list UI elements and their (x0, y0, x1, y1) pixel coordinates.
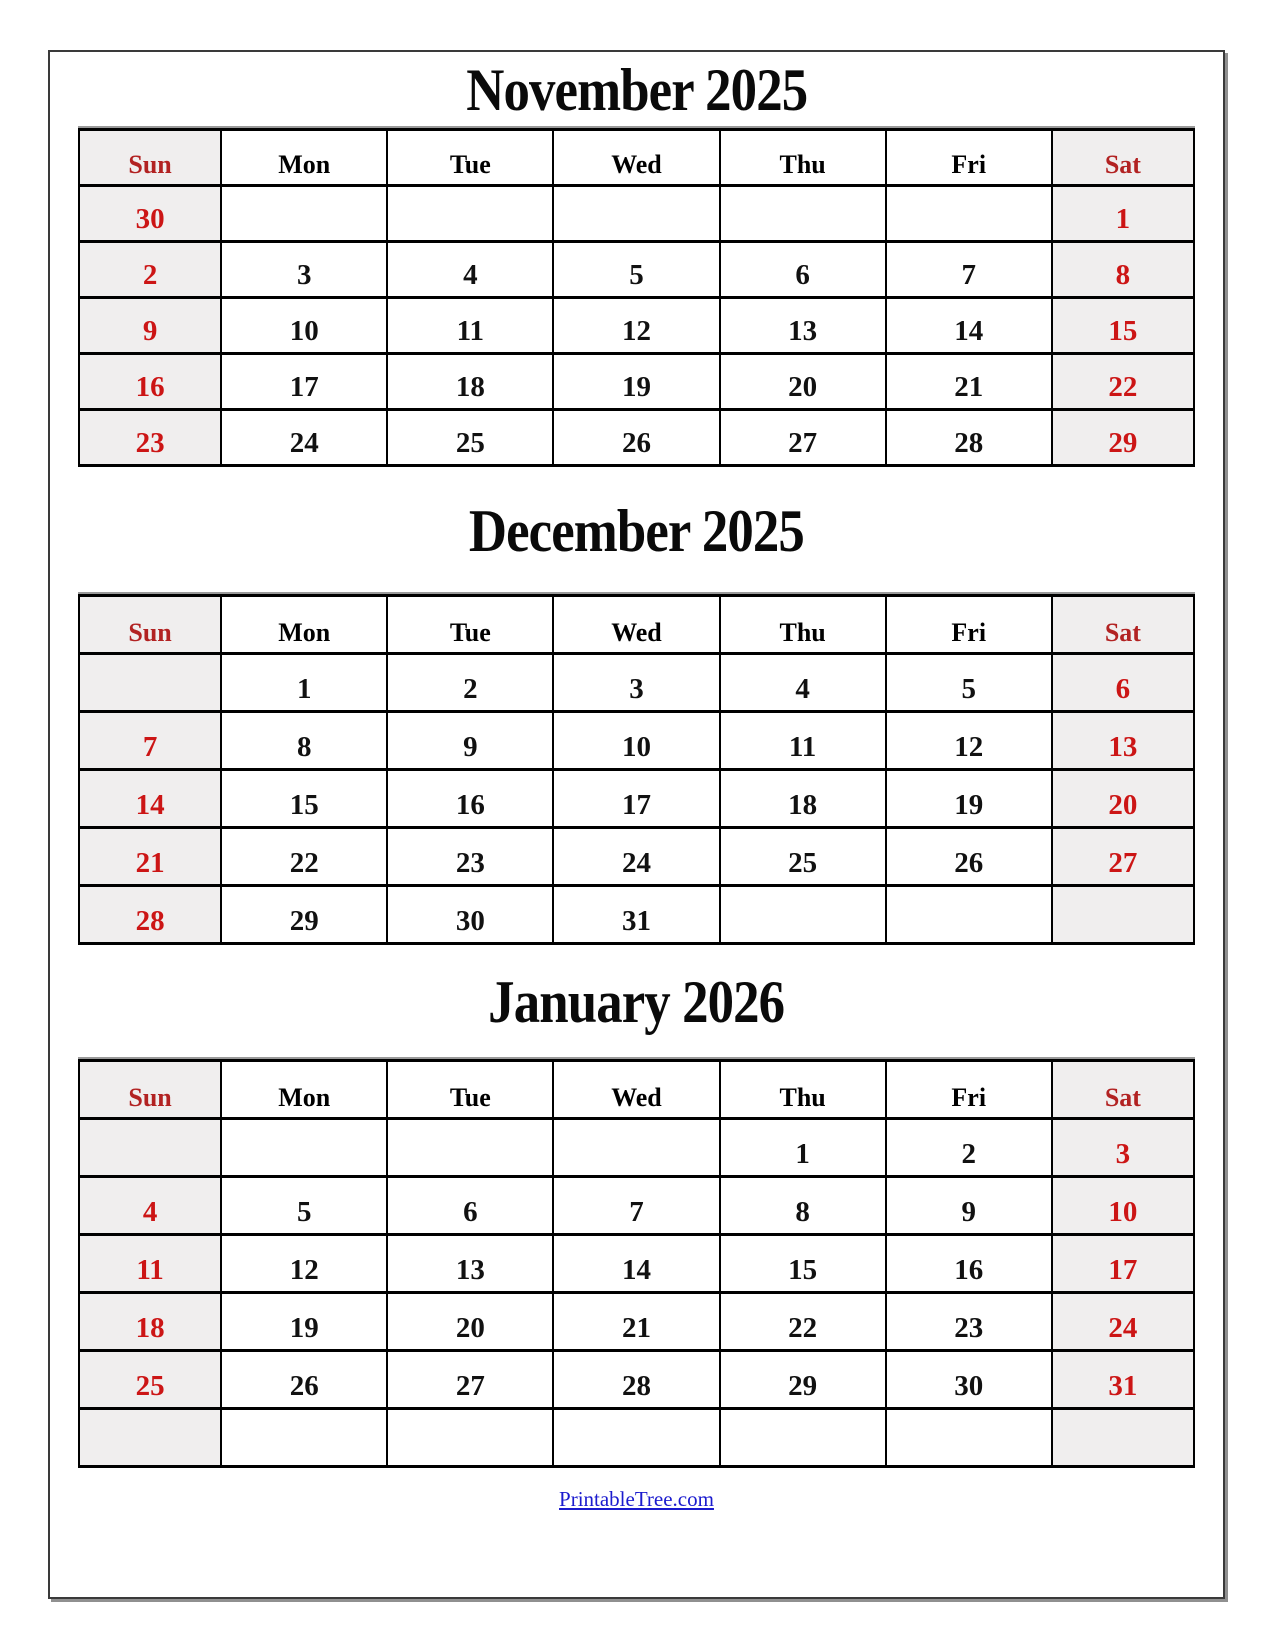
empty-day-cell (1052, 886, 1194, 944)
day-cell-november-29: 29 (1052, 410, 1194, 466)
day-cell-january-6: 6 (387, 1177, 553, 1235)
day-cell-november-26: 26 (553, 410, 719, 466)
day-cell-november-9: 9 (79, 298, 221, 354)
day-cell-january-10: 10 (1052, 1177, 1194, 1235)
month-title-block (50, 52, 1223, 128)
day-cell-november-8: 8 (1052, 242, 1194, 298)
day-cell-january-29: 29 (720, 1351, 886, 1409)
month-title-november-2025: November 2025 (466, 57, 807, 123)
weekday-header-row (79, 130, 1194, 186)
day-cell-january-1: 1 (720, 1119, 886, 1177)
day-cell-november-13: 13 (720, 298, 886, 354)
day-cell-november-18: 18 (387, 354, 553, 410)
day-cell-january-16: 16 (886, 1235, 1052, 1293)
week-row (79, 770, 1194, 828)
empty-day-cell (886, 186, 1052, 242)
weekday-header-fri: Fri (886, 1061, 1052, 1119)
empty-day-cell (387, 1119, 553, 1177)
day-cell-december-19: 19 (886, 770, 1052, 828)
day-cell-november-21: 21 (886, 354, 1052, 410)
weekday-header-row (79, 1061, 1194, 1119)
day-cell-december-24: 24 (553, 828, 719, 886)
empty-day-cell (720, 186, 886, 242)
day-cell-december-11: 11 (720, 712, 886, 770)
day-cell-december-9: 9 (387, 712, 553, 770)
day-cell-january-15: 15 (720, 1235, 886, 1293)
day-cell-december-31: 31 (553, 886, 719, 944)
day-cell-january-7: 7 (553, 1177, 719, 1235)
footer (50, 1468, 1223, 1530)
weekday-header-sat: Sat (1052, 596, 1194, 654)
empty-day-cell (886, 886, 1052, 944)
week-row (79, 712, 1194, 770)
day-cell-december-4: 4 (720, 654, 886, 712)
weekday-header-tue: Tue (387, 1061, 553, 1119)
day-cell-january-2: 2 (886, 1119, 1052, 1177)
empty-day-cell (221, 1119, 387, 1177)
empty-day-cell (387, 186, 553, 242)
weekday-header-sun: Sun (79, 1061, 221, 1119)
day-cell-november-27: 27 (720, 410, 886, 466)
week-row (79, 828, 1194, 886)
day-cell-november-20: 20 (720, 354, 886, 410)
empty-day-cell (1052, 1409, 1194, 1467)
week-row (79, 1351, 1194, 1409)
weekday-header-row (79, 596, 1194, 654)
day-cell-november-6: 6 (720, 242, 886, 298)
day-cell-november-30: 30 (79, 186, 221, 242)
day-cell-december-26: 26 (886, 828, 1052, 886)
day-cell-november-17: 17 (221, 354, 387, 410)
month-title-block (50, 945, 1223, 1059)
day-cell-january-25: 25 (79, 1351, 221, 1409)
week-row (79, 242, 1194, 298)
day-cell-november-23: 23 (79, 410, 221, 466)
day-cell-december-7: 7 (79, 712, 221, 770)
day-cell-january-17: 17 (1052, 1235, 1194, 1293)
day-cell-january-12: 12 (221, 1235, 387, 1293)
empty-day-cell (886, 1409, 1052, 1467)
day-cell-january-3: 3 (1052, 1119, 1194, 1177)
week-row (79, 1119, 1194, 1177)
weekday-header-thu: Thu (720, 130, 886, 186)
empty-day-cell (221, 186, 387, 242)
day-cell-december-12: 12 (886, 712, 1052, 770)
day-cell-january-26: 26 (221, 1351, 387, 1409)
empty-day-cell (720, 1409, 886, 1467)
week-row (79, 654, 1194, 712)
month-title-january-2026: January 2026 (488, 969, 785, 1035)
day-cell-december-21: 21 (79, 828, 221, 886)
day-cell-november-12: 12 (553, 298, 719, 354)
weekday-header-tue: Tue (387, 130, 553, 186)
day-cell-january-20: 20 (387, 1293, 553, 1351)
day-cell-november-1: 1 (1052, 186, 1194, 242)
empty-day-cell (79, 654, 221, 712)
empty-day-cell (387, 1409, 553, 1467)
day-cell-december-30: 30 (387, 886, 553, 944)
weekday-header-tue: Tue (387, 596, 553, 654)
week-row (79, 1177, 1194, 1235)
empty-day-cell (553, 1119, 719, 1177)
week-row (79, 354, 1194, 410)
weekday-header-fri: Fri (886, 130, 1052, 186)
day-cell-november-24: 24 (221, 410, 387, 466)
weekday-header-sun: Sun (79, 130, 221, 186)
weekday-header-mon: Mon (221, 596, 387, 654)
month-title-december-2025: December 2025 (468, 497, 805, 564)
day-cell-december-25: 25 (720, 828, 886, 886)
day-cell-december-22: 22 (221, 828, 387, 886)
week-row (79, 1293, 1194, 1351)
day-cell-december-5: 5 (886, 654, 1052, 712)
day-cell-november-28: 28 (886, 410, 1052, 466)
weekday-header-thu: Thu (720, 596, 886, 654)
day-cell-january-24: 24 (1052, 1293, 1194, 1351)
calendar-table-november-2025 (78, 128, 1195, 467)
day-cell-december-13: 13 (1052, 712, 1194, 770)
empty-day-cell (720, 886, 886, 944)
weekday-header-fri: Fri (886, 596, 1052, 654)
weekday-header-mon: Mon (221, 1061, 387, 1119)
day-cell-november-10: 10 (221, 298, 387, 354)
empty-day-cell (79, 1409, 221, 1467)
month-title-block (50, 467, 1223, 594)
day-cell-january-14: 14 (553, 1235, 719, 1293)
week-row (79, 186, 1194, 242)
day-cell-november-11: 11 (387, 298, 553, 354)
day-cell-january-21: 21 (553, 1293, 719, 1351)
weekday-header-wed: Wed (553, 130, 719, 186)
day-cell-december-2: 2 (387, 654, 553, 712)
weekday-header-mon: Mon (221, 130, 387, 186)
day-cell-december-27: 27 (1052, 828, 1194, 886)
day-cell-december-6: 6 (1052, 654, 1194, 712)
day-cell-december-18: 18 (720, 770, 886, 828)
day-cell-november-4: 4 (387, 242, 553, 298)
weekday-header-sun: Sun (79, 596, 221, 654)
day-cell-december-1: 1 (221, 654, 387, 712)
day-cell-january-9: 9 (886, 1177, 1052, 1235)
day-cell-december-16: 16 (387, 770, 553, 828)
empty-day-cell (553, 186, 719, 242)
empty-day-cell (221, 1409, 387, 1467)
calendar-page-frame (48, 50, 1225, 1599)
week-row (79, 410, 1194, 466)
day-cell-december-15: 15 (221, 770, 387, 828)
day-cell-january-27: 27 (387, 1351, 553, 1409)
weekday-header-sat: Sat (1052, 130, 1194, 186)
day-cell-november-3: 3 (221, 242, 387, 298)
day-cell-november-15: 15 (1052, 298, 1194, 354)
day-cell-december-14: 14 (79, 770, 221, 828)
week-row (79, 1409, 1194, 1467)
weekday-header-wed: Wed (553, 596, 719, 654)
day-cell-december-17: 17 (553, 770, 719, 828)
day-cell-december-10: 10 (553, 712, 719, 770)
weekday-header-wed: Wed (553, 1061, 719, 1119)
empty-day-cell (553, 1409, 719, 1467)
day-cell-january-28: 28 (553, 1351, 719, 1409)
printabletree-link[interactable]: PrintableTree.com (559, 1486, 714, 1511)
day-cell-december-20: 20 (1052, 770, 1194, 828)
day-cell-january-31: 31 (1052, 1351, 1194, 1409)
weekday-header-sat: Sat (1052, 1061, 1194, 1119)
day-cell-january-23: 23 (886, 1293, 1052, 1351)
day-cell-november-5: 5 (553, 242, 719, 298)
day-cell-december-28: 28 (79, 886, 221, 944)
day-cell-december-29: 29 (221, 886, 387, 944)
weekday-header-thu: Thu (720, 1061, 886, 1119)
day-cell-november-7: 7 (886, 242, 1052, 298)
day-cell-january-19: 19 (221, 1293, 387, 1351)
day-cell-december-8: 8 (221, 712, 387, 770)
calendar-table-december-2025 (78, 594, 1195, 945)
calendar-table-january-2026 (78, 1059, 1195, 1468)
day-cell-january-30: 30 (886, 1351, 1052, 1409)
empty-day-cell (79, 1119, 221, 1177)
day-cell-january-11: 11 (79, 1235, 221, 1293)
day-cell-december-23: 23 (387, 828, 553, 886)
day-cell-november-16: 16 (79, 354, 221, 410)
day-cell-january-13: 13 (387, 1235, 553, 1293)
day-cell-november-2: 2 (79, 242, 221, 298)
day-cell-january-4: 4 (79, 1177, 221, 1235)
day-cell-november-22: 22 (1052, 354, 1194, 410)
day-cell-january-8: 8 (720, 1177, 886, 1235)
day-cell-january-22: 22 (720, 1293, 886, 1351)
day-cell-january-18: 18 (79, 1293, 221, 1351)
week-row (79, 1235, 1194, 1293)
day-cell-january-5: 5 (221, 1177, 387, 1235)
week-row (79, 298, 1194, 354)
day-cell-november-19: 19 (553, 354, 719, 410)
week-row (79, 886, 1194, 944)
day-cell-november-14: 14 (886, 298, 1052, 354)
day-cell-november-25: 25 (387, 410, 553, 466)
day-cell-december-3: 3 (553, 654, 719, 712)
